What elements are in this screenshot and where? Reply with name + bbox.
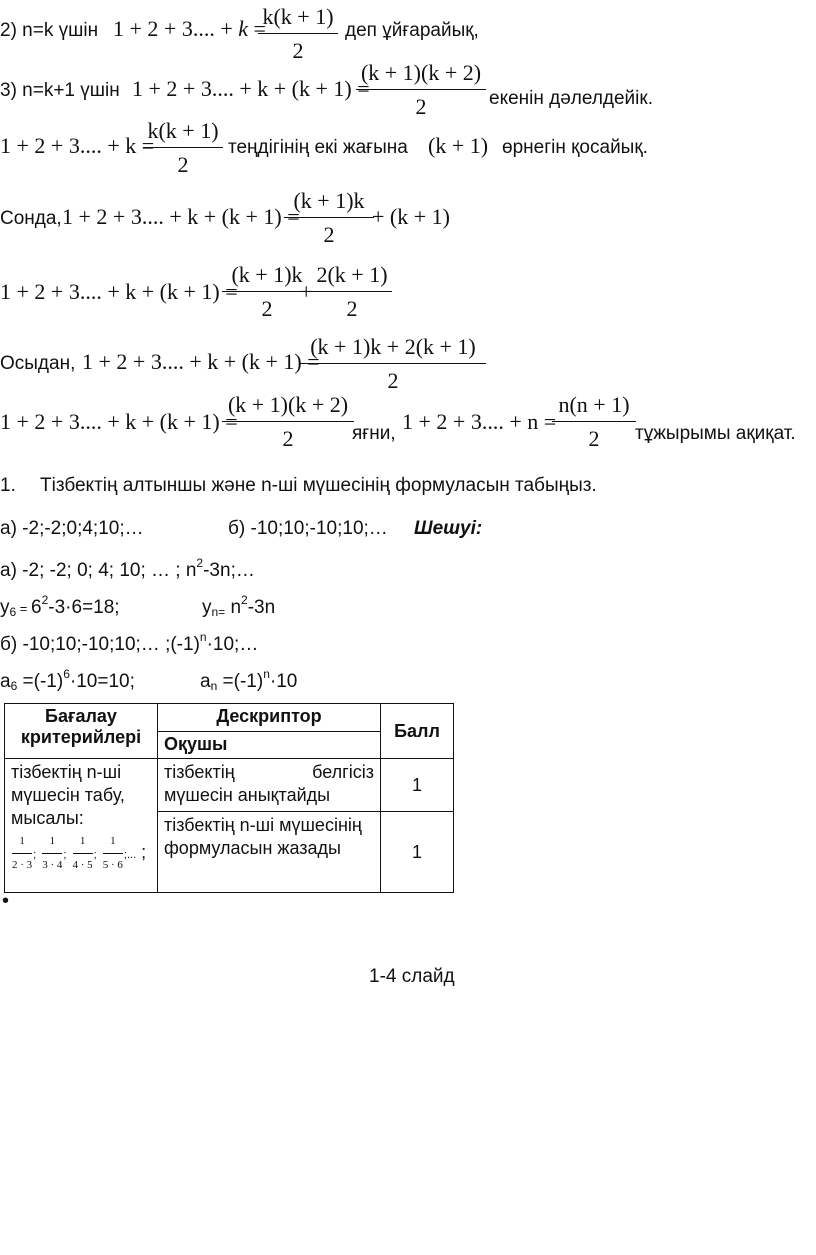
step3-denominator: 2 xyxy=(415,94,427,119)
example-fraction-2: $\frac{1}{3 \cdot 4}$ xyxy=(42,830,62,877)
line8-numerator: (k + 1)(k + 2) xyxy=(222,392,354,422)
line8-mid: яғни, xyxy=(352,423,396,444)
step2-fraction xyxy=(258,4,338,64)
yn-formula: $y_{n=}$ $n^2-3n$ xyxy=(202,593,276,619)
solution-label: Шешуі: xyxy=(414,518,483,539)
step4-numerator: k(k + 1) xyxy=(143,118,223,148)
step3-numerator: (k + 1)(k + 2) xyxy=(356,60,486,90)
line7-denominator: 2 xyxy=(387,368,399,393)
score-2: 1 xyxy=(381,812,454,893)
line5-lhs: 1 + 2 + 3.... + k + (k + 1) = xyxy=(62,204,300,229)
slide-footer: 1-4 слайд xyxy=(369,966,455,987)
line5-numerator: (k + 1)k xyxy=(284,188,374,218)
line7-lhs: 1 + 2 + 3.... + k + (k + 1) = xyxy=(82,349,320,374)
task-title: Тізбектің алтыншы және n-ші мүшесінің формуласын табыңыз. xyxy=(40,475,597,496)
line8-fraction-2 xyxy=(552,392,636,452)
given-b: б) -10;10;-10;10;… xyxy=(228,518,388,539)
line6-plus: + xyxy=(300,279,313,304)
line6-lhs: 1 + 2 + 3.... + k + (k + 1) = xyxy=(0,279,238,304)
step2-tail: деп ұйғарайық, xyxy=(345,20,479,41)
line8-lhs2: 1 + 2 + 3.... + n = xyxy=(402,409,557,434)
line6-denominator-2: 2 xyxy=(346,296,358,321)
step4-denominator: 2 xyxy=(177,152,189,177)
line8-denominator-2: 2 xyxy=(588,426,600,451)
line7-numerator: (k + 1)k + 2(k + 1) xyxy=(300,334,486,364)
step2-denominator: 2 xyxy=(292,38,304,63)
descriptor-2: тізбектің n-ші мүшесінің формуласын жазады xyxy=(158,812,381,893)
step4-mid: теңдігінің екі жағына xyxy=(228,137,408,158)
example-fraction-4: $\frac{1}{5 \cdot 6}$ xyxy=(103,830,123,877)
a6-formula: $a_6 =(-1)^6\cdot 10=10$; xyxy=(0,667,135,693)
example-fraction-1: $\frac{1}{2 \cdot 3}$ xyxy=(12,830,32,877)
score-1: 1 xyxy=(381,759,454,812)
criteria-cell xyxy=(5,759,158,893)
an-formula: $a_n =(-1)^n\cdot 10$ xyxy=(200,667,298,693)
line8-lhs: 1 + 2 + 3.... + k + (k + 1) = xyxy=(0,409,238,434)
example-fractions: $\frac{1}{2 \cdot 3}$ ; $\frac{1}{3 \cdot 4}$ ; $\frac{1}{4 \cdot 5}$ ; $\frac{1}{5 \cdot 6}$ ;... ; xyxy=(11,842,146,862)
line6-fraction-2 xyxy=(312,262,392,322)
given-a: а) -2;-2;0;4;10;… xyxy=(0,518,144,539)
task-number: 1. xyxy=(0,475,16,496)
line7-label: Осыдан, xyxy=(0,353,76,374)
line8-denominator: 2 xyxy=(282,426,294,451)
line5-fraction xyxy=(284,188,374,248)
step2-label: 2) n=k үшін xyxy=(0,20,99,41)
step4-lhs: 1 + 2 + 3.... + k = xyxy=(0,133,155,158)
step4-tail: өрнегін қосайық. xyxy=(502,137,648,158)
solution-a-sequence: а) -2; -2; 0; 4; 10; … ; $n^2-3n;\dots$ xyxy=(0,556,255,581)
example-fraction-3: $\frac{1}{4 \cdot 5}$ xyxy=(73,830,93,877)
descriptor-header: Дескриптор xyxy=(158,704,381,732)
line6-denominator-1: 2 xyxy=(261,296,273,321)
step3-label: 3) n=k+1 үшін xyxy=(0,80,120,101)
line8-tail: тұжырымы ақиқат. xyxy=(635,423,796,444)
criteria-header: Бағалау критерийлері xyxy=(5,704,158,759)
score-header: Балл xyxy=(381,704,454,759)
line7-fraction xyxy=(300,334,486,394)
step2-numerator: k(k + 1) xyxy=(258,4,338,34)
step4-expr: (k + 1) xyxy=(428,133,489,158)
step3-fraction xyxy=(356,60,486,120)
line8-fraction xyxy=(222,392,354,452)
line6-numerator-1: (k + 1)k xyxy=(222,262,312,292)
criteria-text: тізбектің n-ші мүшесін табу, мысалы: xyxy=(11,762,125,828)
bullet-point: • xyxy=(2,890,10,912)
step3-lhs: 1 + 2 + 3.... + k + (k + 1) = xyxy=(132,76,370,101)
line6-fraction-1 xyxy=(222,262,312,322)
descriptor-1: тізбектің белгісіз мүшесін анықтайды xyxy=(158,759,381,812)
step2-lhs: 1 + 2 + 3.... + k = xyxy=(113,16,266,41)
step3-tail: екенін дәлелдейік. xyxy=(489,88,653,109)
line5-denominator: 2 xyxy=(323,222,335,247)
line5-tail: + (k + 1) xyxy=(372,204,450,229)
line5-label: Сонда, xyxy=(0,208,62,229)
step4-fraction xyxy=(143,118,223,178)
line8-numerator-2: n(n + 1) xyxy=(552,392,636,422)
solution-b-sequence: б) -10;10;-10;10;… $;(-1)^n\cdot 10;\dots$ xyxy=(0,630,259,655)
assessment-table xyxy=(4,703,454,893)
line6-numerator-2: 2(k + 1) xyxy=(312,262,392,292)
y6-formula: $y_6 = 6^2-3\cdot 6=18$; xyxy=(0,593,120,619)
student-subheader: Оқушы xyxy=(158,732,381,759)
